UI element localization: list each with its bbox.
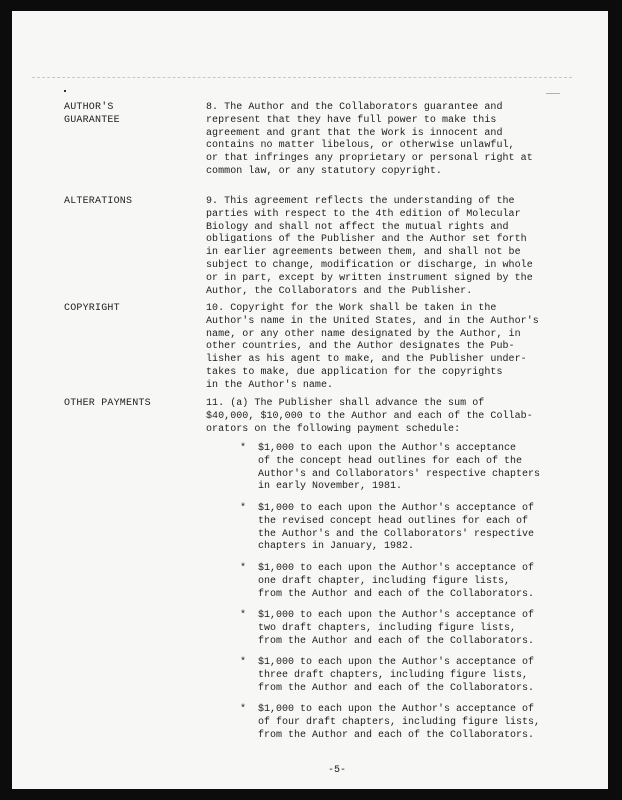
bullet-text: $1,000 to each upon the Author's acceptance of of four draft chapters, including figure lists, from the Author and each of the Collaborators. xyxy=(258,704,541,741)
scan-artifact-dot xyxy=(64,90,66,92)
bullet-marker: * xyxy=(240,657,247,668)
section-label: OTHER PAYMENTS xyxy=(64,398,151,409)
section-label: COPYRIGHT xyxy=(64,303,120,314)
page-number: -5- xyxy=(328,765,347,776)
bullet-marker: * xyxy=(240,563,247,574)
section-text: 11. (a) The Publisher shall advance the sum of $40,000, $10,000 to the Author and each of the Collab- orators on the following payment schedule: xyxy=(206,398,533,435)
bullet-text: $1,000 to each upon the Author's acceptance of three draft chapters, including figure lists, from the Author and each of the Collaborators. xyxy=(258,657,535,694)
scan-artifact-mark xyxy=(546,93,560,94)
bullet-marker: * xyxy=(240,503,247,514)
bullet-marker: * xyxy=(240,610,247,621)
bullet-marker: * xyxy=(240,443,247,454)
section-label: AUTHOR'S GUARANTEE xyxy=(64,102,120,126)
section-text: 10. Copyright for the Work shall be taken in the Author's name in the United States, and in the Author's name, or any other name designated by the Author, in other countries, and the Author designates the Pub- lisher as his agent to make, and the Publisher under- takes to make, due application for the copyrights in the Author's name. xyxy=(206,303,539,391)
bullet-text: $1,000 to each upon the Author's acceptance of the revised concept head outlines for each of the Author's and the Collaborators' respective chapters in January, 1982. xyxy=(258,503,535,553)
scan-artifact-line xyxy=(32,77,572,78)
section-text: 8. The Author and the Collaborators guarantee and represent that they have full power to make this agreement and grant that the Work is innocent and contains no matter libelous, or otherwise unlawful, or that infringes any proprietary or personal right at common law, or any statutory copyright. xyxy=(206,102,533,177)
bullet-text: $1,000 to each upon the Author's acceptance of the concept head outlines for each of the Author's and Collaborators' respective chapters in early November, 1981. xyxy=(258,443,541,493)
bullet-marker: * xyxy=(240,704,247,715)
document-page xyxy=(12,11,608,789)
section-label: ALTERATIONS xyxy=(64,196,133,207)
bullet-text: $1,000 to each upon the Author's acceptance of one draft chapter, including figure lists, from the Author and each of the Collaborators. xyxy=(258,563,535,600)
bullet-text: $1,000 to each upon the Author's acceptance of two draft chapters, including figure lists, from the Author and each of the Collaborators. xyxy=(258,610,535,647)
section-text: 9. This agreement reflects the understanding of the parties with respect to the 4th edition of Molecular Biology and shall not affect the mutual rights and obligations of the Publisher and the Author set forth in earlier agreements between them, and shall not be subject to change, modification or discharge, in whole or in part, except by written instrument signed by the Author, the Collaborators and the Publisher. xyxy=(206,196,533,297)
